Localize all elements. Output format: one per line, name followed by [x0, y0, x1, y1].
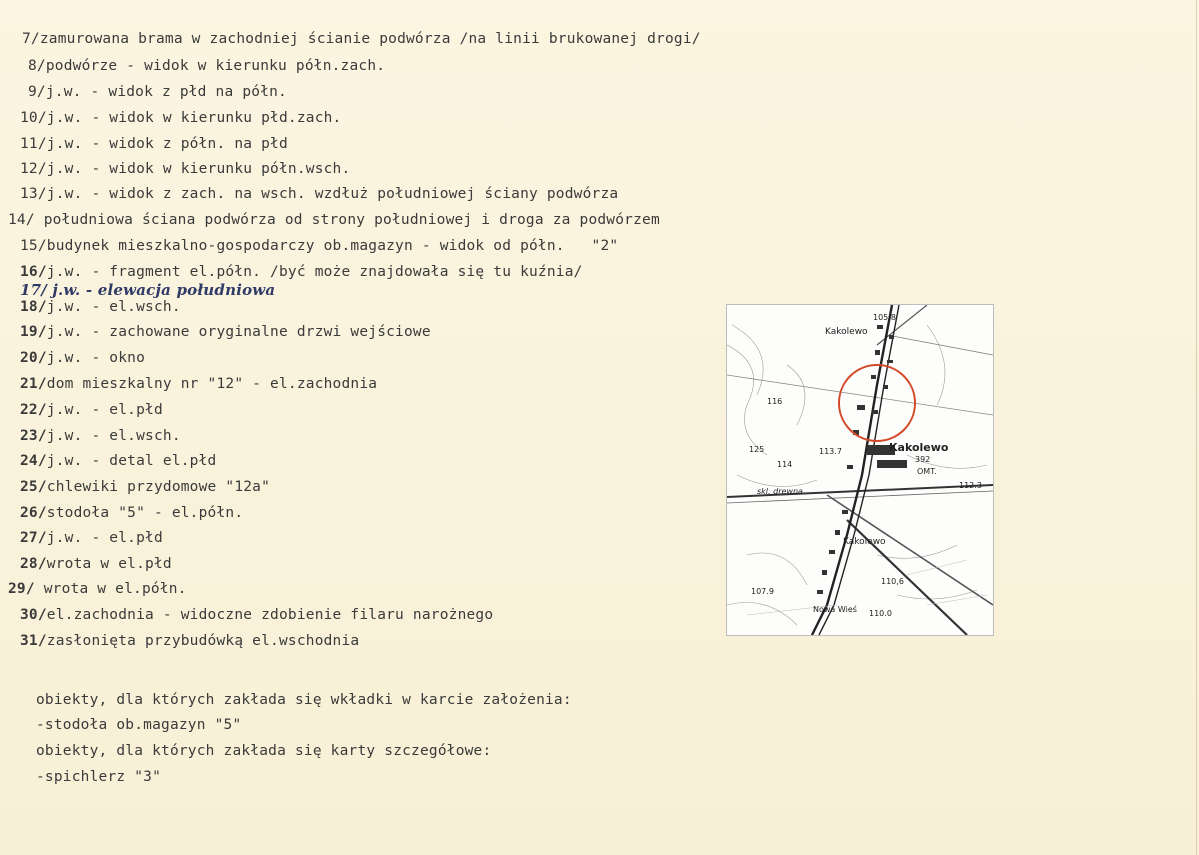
- map-label: 116: [767, 397, 783, 406]
- map-label: 107.9: [751, 587, 774, 596]
- map-label: OMT.: [917, 467, 937, 476]
- footer-line-3: obiekty, dla których zakłada się karty szczegółowe:: [36, 743, 492, 759]
- list-item-handwritten: 17/ j.w. - elewacja południowa: [20, 281, 276, 299]
- list-item: 23/j.w. - el.wsch.: [20, 428, 181, 444]
- list-item: 20/j.w. - okno: [20, 350, 146, 366]
- list-item: 26/stodoła "5" - el.półn.: [20, 505, 244, 521]
- map-label: Kakolewo: [843, 537, 886, 547]
- list-item: 9/j.w. - widok z płd na półn.: [28, 84, 287, 100]
- map-label: 392: [915, 455, 931, 464]
- map-label-main-village: Kakolewo: [889, 441, 949, 454]
- roads: [727, 305, 993, 635]
- list-item: 8/podwórze - widok w kierunku półn.zach.: [28, 58, 386, 74]
- list-item: 28/wrota w el.płd: [20, 556, 172, 572]
- list-item: 12/j.w. - widok w kierunku półn.wsch.: [20, 161, 351, 177]
- map-label: 105.8: [873, 313, 896, 322]
- map-label: skl. drewna: [757, 487, 803, 496]
- list-item: 13/j.w. - widok z zach. na wsch. wzdłuż południowej ściany podwórza: [20, 186, 619, 202]
- footer-line-1: obiekty, dla których zakłada się wkładki w karcie założenia:: [36, 692, 572, 708]
- map-label: 110.0: [869, 609, 892, 618]
- list-item: 11/j.w. - widok z półn. na płd: [20, 136, 288, 152]
- list-item: 10/j.w. - widok w kierunku płd.zach.: [20, 110, 342, 126]
- map-label: 112.3: [959, 481, 982, 490]
- footer-line-4: -spichlerz "3": [36, 769, 162, 785]
- page-edge-right: [1196, 0, 1197, 855]
- list-item: 27/j.w. - el.płd: [20, 530, 163, 546]
- map-label: 113.7: [819, 447, 842, 456]
- map-label: 114: [777, 460, 793, 469]
- list-item: 21/dom mieszkalny nr "12" - el.zachodnia: [20, 376, 378, 392]
- list-item: 22/j.w. - el.płd: [20, 402, 163, 418]
- list-item: 31/zasłonięta przybudówką el.wschodnia: [20, 633, 360, 649]
- map-label: Kakolewo: [825, 327, 868, 337]
- map-label: Nowa Wieś: [813, 605, 857, 614]
- list-item: 16/j.w. - fragment el.półn. /być może znajdowała się tu kuźnia/: [20, 264, 583, 280]
- list-item: 18/j.w. - el.wsch.: [20, 299, 181, 315]
- list-item: 19/j.w. - zachowane oryginalne drzwi wejściowe: [20, 324, 431, 340]
- list-item: 29/ wrota w el.półn.: [8, 581, 187, 597]
- map-drawing: [727, 305, 993, 635]
- footer-line-2: -stodoła ob.magazyn "5": [36, 717, 242, 733]
- list-item: 7/zamurowana brama w zachodniej ścianie podwórza /na linii brukowanej drogi/: [22, 31, 701, 47]
- list-item: 25/chlewiki przydomowe "12a": [20, 479, 271, 495]
- list-item: 15/budynek mieszkalno-gospodarczy ob.magazyn - widok od półn. "2": [20, 238, 619, 254]
- location-map: [726, 304, 994, 636]
- field-boundaries: [747, 560, 987, 615]
- map-label: 125: [749, 445, 765, 454]
- list-item: 24/j.w. - detal el.płd: [20, 453, 217, 469]
- list-item: 14/ południowa ściana podwórza od strony południowej i droga za podwórzem: [8, 212, 660, 228]
- map-label: 110,6: [881, 577, 904, 586]
- list-item: 30/el.zachodnia - widoczne zdobienie filaru narożnego: [20, 607, 494, 623]
